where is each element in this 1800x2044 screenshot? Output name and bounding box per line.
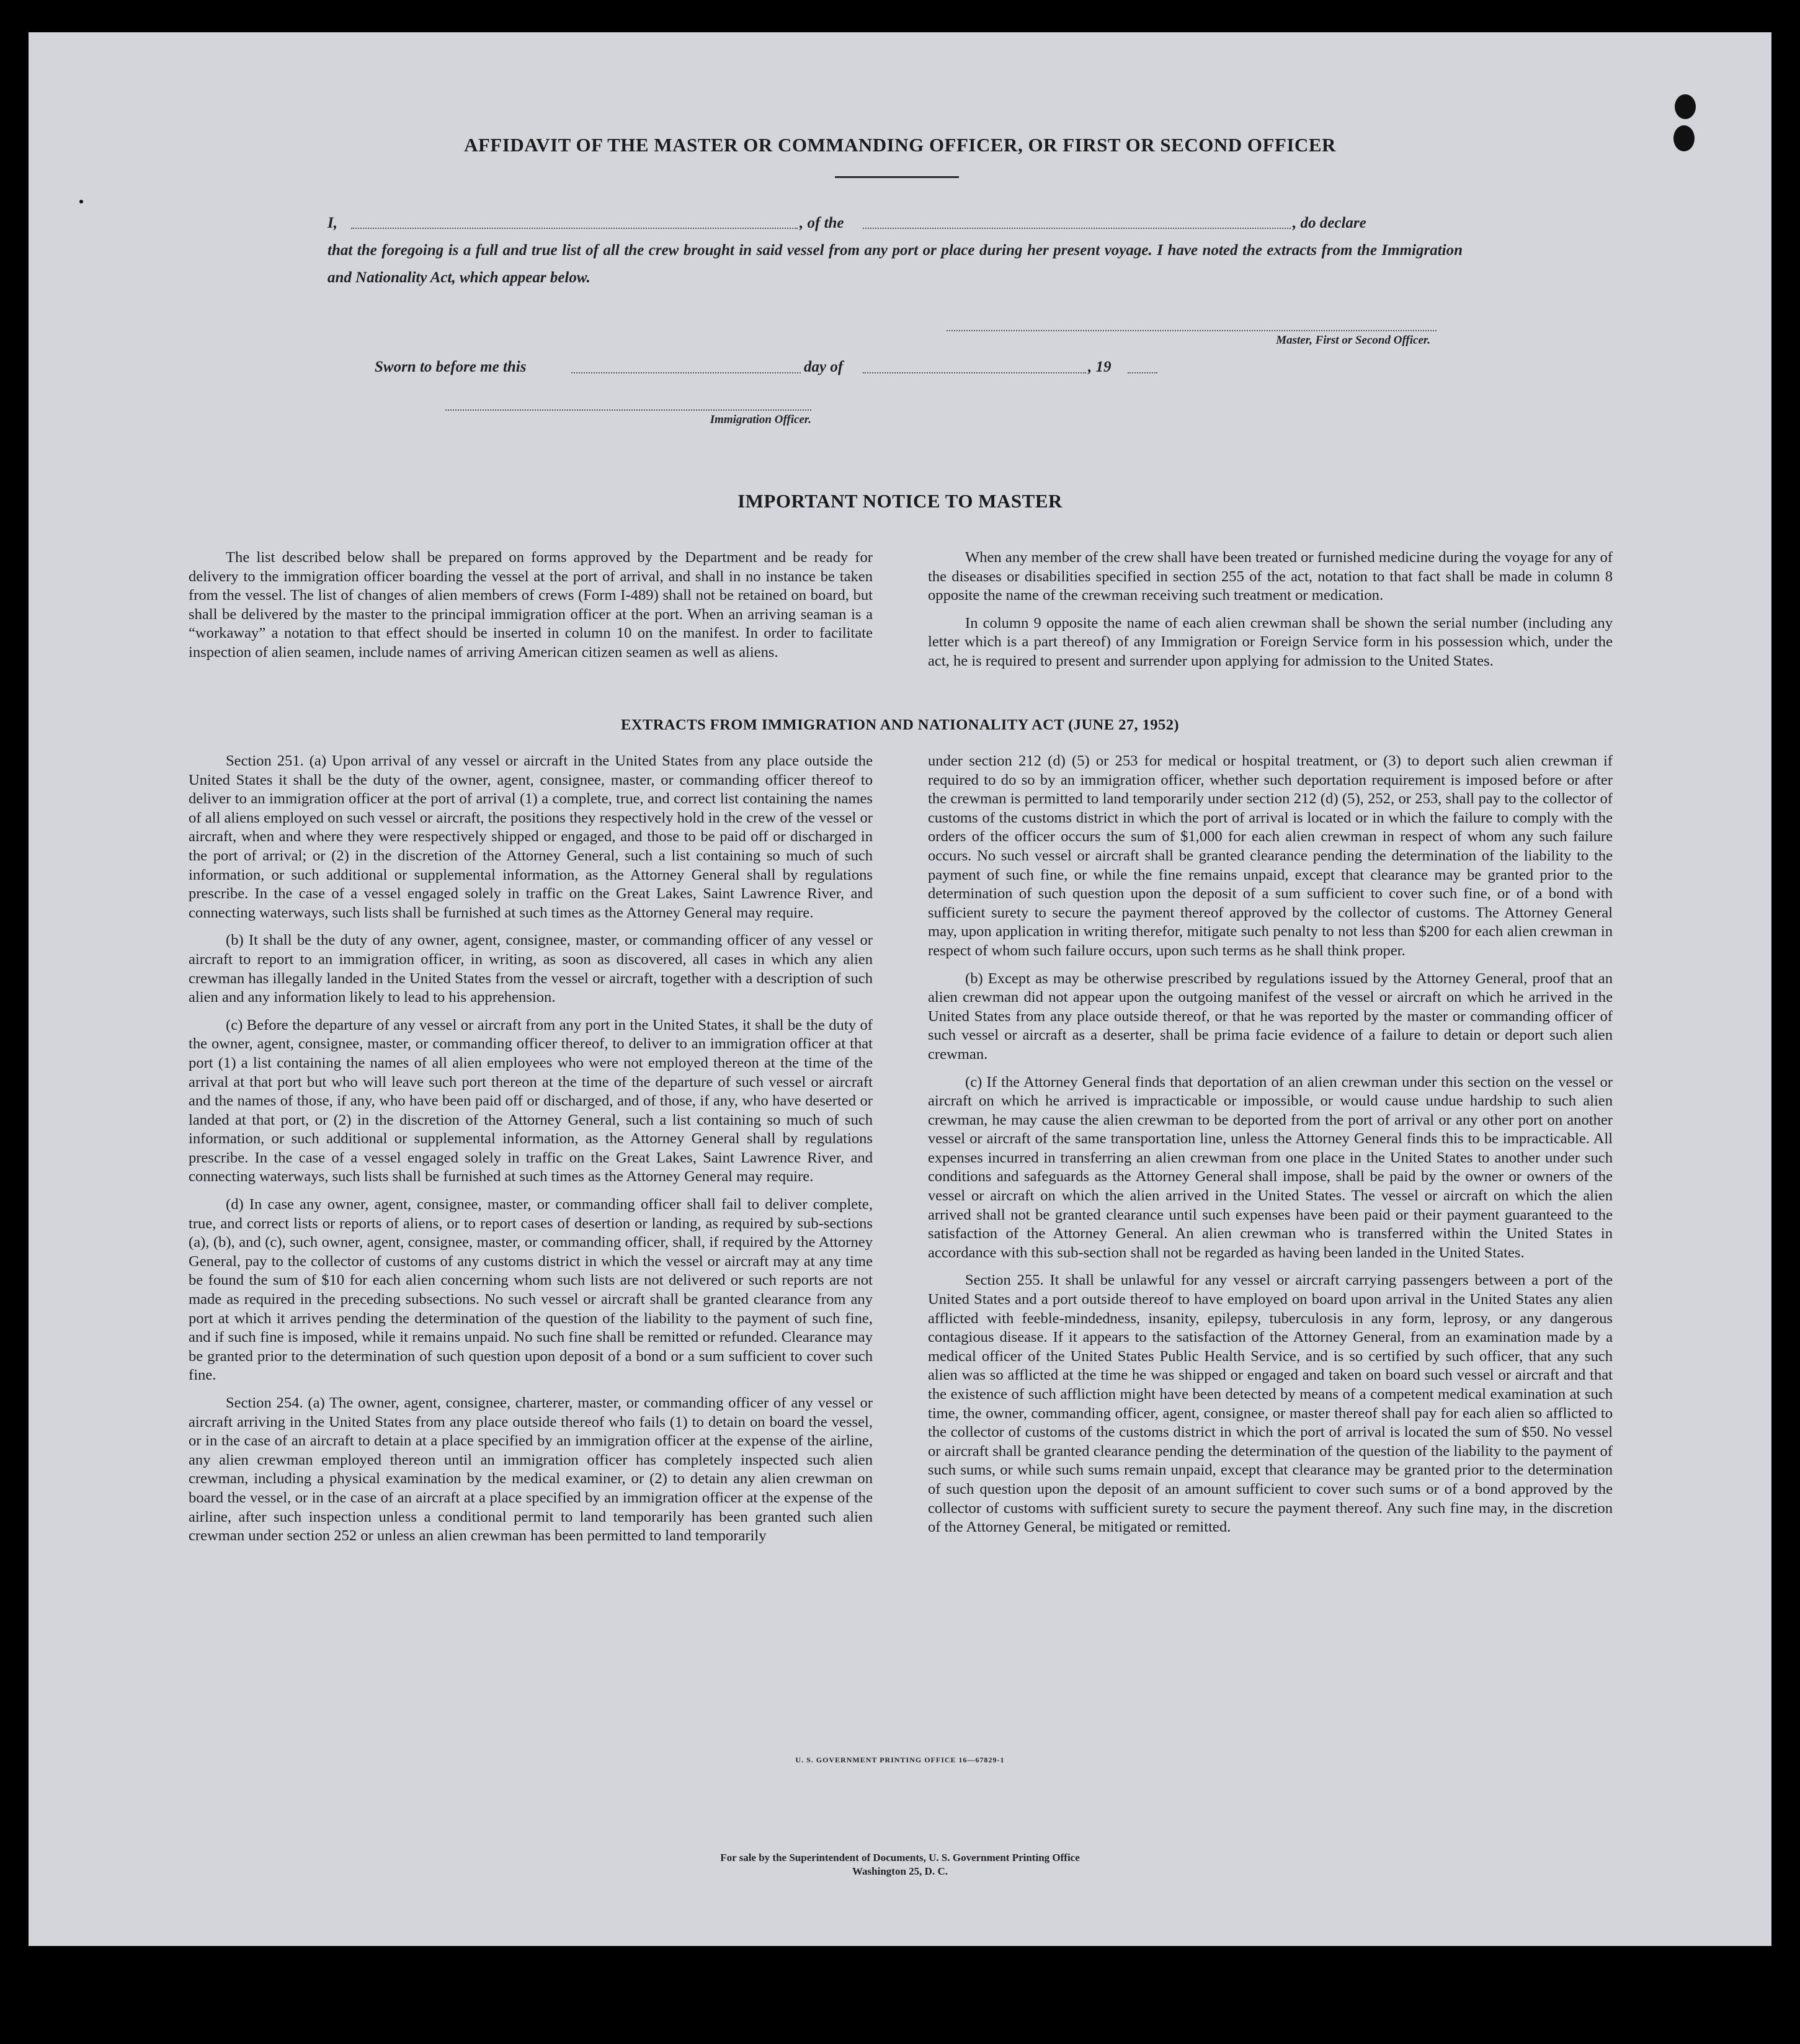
speck-mark: [79, 200, 83, 203]
sale-line-2: Washington 25, D. C.: [852, 1865, 948, 1877]
year-blank-line[interactable]: [1128, 372, 1157, 373]
master-signature-label: Master, First or Second Officer.: [1276, 334, 1430, 347]
section-251-b: (b) It shall be the duty of any owner, agent, consignee, master, or commanding officer of any vessel or aircraft to report to an immigration officer, in writing, as soon as discovered, all cases in which any alien crewman has illegally landed in the United States from the vessel or aircraft, together with a description of such alien and any information likely to lead to his apprehension.: [189, 932, 873, 1006]
section-251-c: (c) Before the departure of any vessel or aircraft from any port in the United States, it shall be the duty of the owner, agent, consignee, master, or commanding officer thereof, to deliver to an immigration officer at that port (1) a list containing the names of all alien employees who were not employed thereon at the time of the arrival at that port but who will leave such port thereon at the time of the departure of such vessel or aircraft and the names of those, if any, who have been paid off or discharged, and of those, if any, who have deserted or landed at that port, or (2) in the discretion of the Attorney General, such a list containing so much of such information, or such additional or supplemental information, as the Attorney General shall by regulations prescribe. In the case of a vessel engaged solely in traffic on the Great Lakes, Saint Lawrence River, and connecting waterways, such lists shall be furnished at such times as the Attorney General may require.: [189, 1016, 873, 1185]
notice-title: IMPORTANT NOTICE TO MASTER: [737, 490, 1063, 512]
document-page: [29, 32, 1771, 1946]
affidavit-do-declare-label: , do declare: [1293, 215, 1366, 231]
notice-right-paragraph-2: In column 9 opposite the name of each alien crewman shall be shown the serial number (including any letter which is a part thereof) of any Immigration or Foreign Service form in his possession which, under the act, he is required to present and surrender upon applying for admission to the United States.: [928, 614, 1613, 669]
affidavit-i-label: I,: [327, 215, 337, 231]
affidavit-declaration-text: that the foregoing is a full and true list of all the crew brought in said vessel from any port or place during her present voyage. I have noted the extracts from the Immigration and Nationality Act, which appear below.: [327, 242, 1463, 286]
punch-hole-top-mark: [1675, 94, 1696, 119]
notice-left-paragraph: The list described below shall be prepared on forms approved by the Department and be ready for delivery to the immigration officer boarding the vessel at the port of arrival, and shall in no instance be taken from the vessel. The list of changes of alien members of crews (Form I-489) shall not be retained on board, but shall be delivered by the master to the principal immigration officer at the port. When an arriving seaman is a “workaway” a notation to that effect should be inserted in column 10 on the manifest. In order to facilitate inspection of alien seamen, include names of arriving American citizen seamen as well as aliens.: [189, 549, 873, 661]
sworn-label: Sworn to before me this: [375, 359, 527, 375]
notice-right-column: [928, 548, 1613, 680]
section-251-a: Section 251. (a) Upon arrival of any vessel or aircraft in the United States from any place outside the United States it shall be the duty of the owner, agent, consignee, master, or commanding officer thereof to deliver to an immigration officer at the port of arrival (1) a complete, true, and correct list containing the names of all aliens employed on such vessel or aircraft, the positions they respectively hold in the crew of the vessel or aircraft, when and where they were respectively shipped or engaged, and those to be paid off or discharged in the port of arrival; or (2) in the discretion of the Attorney General, such a list containing so much of such information, or such additional or supplemental information, as the Attorney General shall by regulations prescribe. In the case of a vessel engaged solely in traffic on the Great Lakes, Saint Lawrence River, and connecting waterways, such lists shall be furnished at such times as the Attorney General may require.: [189, 752, 873, 921]
section-254-c: (c) If the Attorney General finds that deportation of an alien crewman under this section on the vessel or aircraft on which he arrived is impracticable or impossible, or would cause undue hardship to such alien crewman, he may cause the alien crewman to be deported from the port of arrival or any other port on another vessel or aircraft of the same transportation line, unless the Attorney General finds this to be impracticable. All expenses incurred in transferring an alien crewman from one place in the United States to another under such conditions and safeguards as the Attorney General shall impose, shall be paid by the owner or owners of the vessel or aircraft on which the alien arrived in the United States. The vessel or aircraft on which the alien arrived shall not be granted clearance until such expenses have been paid or their payment guaranteed to the satisfaction of the Attorney General. An alien crewman who is transferred within the United States in accordance with this sub-section shall not be regarded as having been landed in the United States.: [928, 1073, 1613, 1261]
notice-right-paragraph-1: When any member of the crew shall have been treated or furnished medicine during the voyage for any of the diseases or disabilities specified in section 255 of the act, notation to that fact shall be made in column 8 opposite the name of the crewman receiving such treatment or medication.: [928, 549, 1613, 604]
section-254-b: (b) Except as may be otherwise prescribed by regulations issued by the Attorney General, proof that an alien crewman did not appear upon the outgoing manifest of the vessel or aircraft on which he arrived in the United States from any place outside thereof, or that he was reported by the master or commanding officer of such vessel or aircraft as a deserter, shall be prima facie evidence of a failure to detain or deport such alien crewman.: [928, 970, 1613, 1063]
extracts-title: EXTRACTS FROM IMMIGRATION AND NATIONALITY ACT (JUNE 27, 1952): [620, 716, 1180, 733]
sworn-day-blank-line[interactable]: [571, 372, 801, 373]
affidavit-of-the-label: , of the: [800, 215, 844, 231]
year-label: , 19: [1088, 359, 1112, 375]
section-251-d: (d) In case any owner, agent, consignee, master, or commanding officer shall fail to deliver complete, true, and correct lists or reports of aliens, or to report cases of desertion or landing, as required by sub-sections (a), (b), and (c), such owner, agent, consignee, master, or commanding officer, shall, if required by the Attorney General, pay to the collector of customs of any customs district in which the vessel or aircraft may at any time be found the sum of $10 for each alien concerning whom such lists are not delivered or such reports are not made as required in the preceding subsections. No such vessel or aircraft shall be granted clearance from any port at which it arrives pending the determination of the question of the liability to the payment of such fine, and if such fine is imposed, while it remains unpaid. No such fine shall be remitted or refunded. Clearance may be granted prior to the determination of such question upon deposit of a bond or a sum sufficient to cover such fine.: [189, 1196, 873, 1384]
name-blank-line[interactable]: [351, 228, 798, 229]
day-of-label: day of: [804, 359, 844, 375]
title-underline: [835, 176, 959, 178]
extracts-left-column: [189, 752, 873, 1555]
officer-signature-line[interactable]: [445, 409, 811, 411]
printing-office-line: U. S. GOVERNMENT PRINTING OFFICE 16—67829-1: [795, 1756, 1005, 1764]
section-255: Section 255. It shall be unlawful for any vessel or aircraft carrying passengers between a port of the United States and a port outside thereof to have employed on board upon arrival in the United States any alien afflicted with feeble-mindedness, insanity, epilepsy, tuberculosis in any form, leprosy, or any dangerous contagious disease. If it appears to the satisfaction of the Attorney General, from an examination made by a medical officer of the United States Public Health Service, and is so certified by such officer, that any such alien was so afflicted at the time he was shipped or engaged and taken on board such vessel or aircraft and that the existence of such affliction might have been detected by means of a competent medical examination at such time, the owner, commanding officer, agent, consignee, or master thereof shall pay for each alien so afflicted to the collector of customs of the customs district in which the port of arrival is located the sum of $50. No vessel or aircraft shall be granted clearance pending the determination of the question of the liability to the payment of such sums, or while such sums remain unpaid, except that clearance may be granted prior to the determination of such question upon the deposit of an amount sufficient to cover such sums or of a bond approved by the collector of customs with sufficient surety to secure the payment thereof. Any such fine may, in the discretion of the Attorney General, be mitigated or remitted.: [928, 1272, 1613, 1536]
sale-line-1: For sale by the Superintendent of Documents, U. S. Government Printing Office: [720, 1852, 1080, 1863]
affidavit-title: AFFIDAVIT OF THE MASTER OR COMMANDING OFFICER, OR FIRST OR SECOND OFFICER: [464, 134, 1336, 156]
section-254-a: Section 254. (a) The owner, agent, consignee, charterer, master, or commanding officer of any vessel or aircraft arriving in the United States from any place outside thereof who fails (1) to detain on board the vessel, or in the case of an aircraft to detain at a place specified by an immigration officer at the expense of the airline, any alien crewman employed thereon until an immigration officer has completely inspected such alien crewman, including a physical examination by the medical examiner, or (2) to detain any alien crewman on board the vessel, or in the case of an aircraft at a place specified by an immigration officer at the expense of the airline, after such inspection unless a conditional permit to land temporarily has been granted such alien crewman under section 252 or unless an alien crewman has been permitted to land temporarily: [189, 1395, 873, 1545]
vessel-blank-line[interactable]: [863, 228, 1291, 229]
month-blank-line[interactable]: [863, 372, 1086, 373]
extracts-right-column: [928, 752, 1613, 1546]
punch-hole-bottom-mark: [1673, 125, 1695, 151]
officer-signature-label: Immigration Officer.: [710, 413, 811, 426]
notice-left-column: [189, 548, 873, 671]
master-signature-line[interactable]: [947, 330, 1437, 331]
section-254-a-continued: under section 212 (d) (5) or 253 for medical or hospital treatment, or (3) to deport such alien crewman if required to do so by an immigration officer, whether such deportation requirement is imposed before or after the crewman is permitted to land temporarily under section 212 (d) (5), 252, or 253, shall pay to the collector of customs of the customs district in which the port of arrival is located or in which the failure to comply with the orders of the officer occurs the sum of $1,000 for each alien crewman in respect of whom any such failure occurs. No such vessel or aircraft shall be granted clearance pending the determination of the liability to the payment of such fine, or while the fine remains unpaid, except that clearance may be granted prior to the determination of such question upon the deposit of a sum sufficient to cover such fine, or of a bond with sufficient surety to secure the payment thereof approved by the collector of customs. The Attorney General may, upon application in writing therefor, mitigate such penalty to not less than $200 for each alien crewman in respect of whom such failure occurs, upon such terms as he shall think proper.: [928, 752, 1613, 959]
